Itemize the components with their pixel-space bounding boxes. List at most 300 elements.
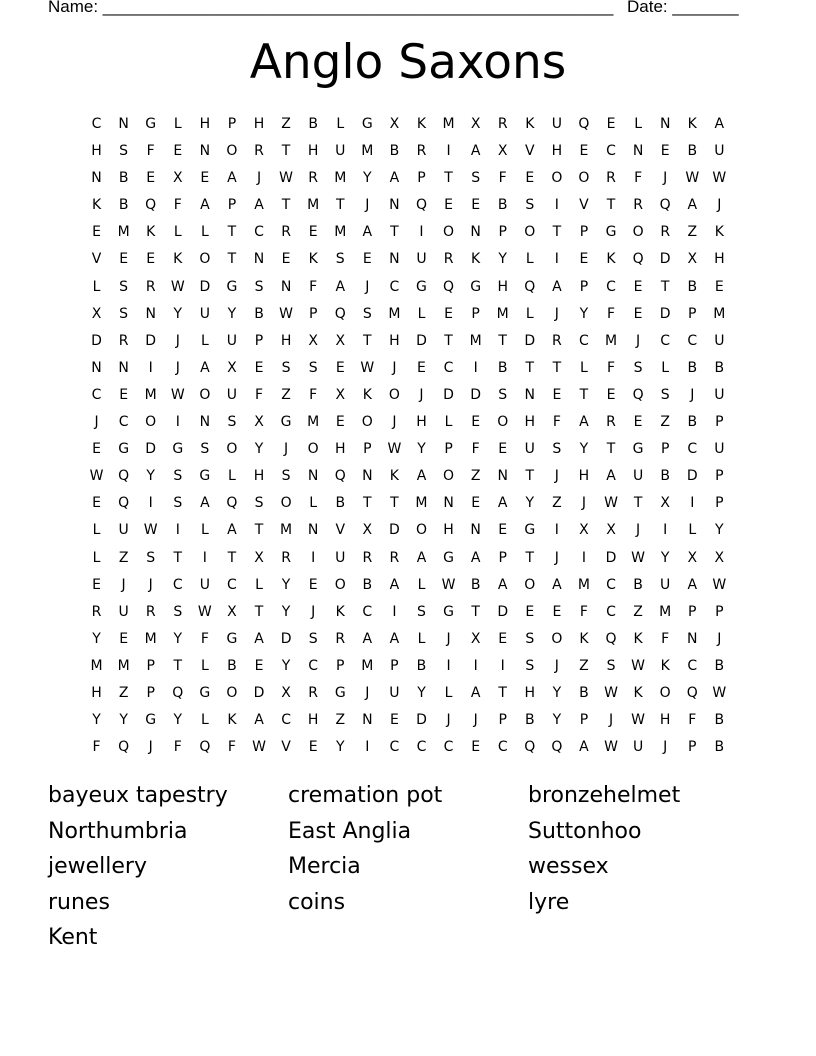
grid-row: [83, 382, 733, 409]
grid-letter: R: [254, 143, 264, 160]
grid-letter: U: [335, 143, 346, 160]
grid-letter: G: [172, 441, 184, 458]
grid-letter: M: [361, 657, 374, 674]
grid-letter: X: [606, 522, 616, 539]
grid-letter: E: [444, 305, 453, 322]
grid-letter: I: [500, 657, 505, 674]
grid-letter: E: [552, 386, 562, 403]
grid-letter: B: [470, 576, 481, 593]
grid-letter: Q: [334, 305, 346, 322]
grid-letter: W: [387, 441, 402, 458]
grid-letter: E: [92, 576, 101, 593]
word-list-item: runes: [48, 889, 110, 915]
word-list-item: coins: [288, 889, 346, 915]
grid-letter: N: [687, 630, 698, 647]
grid-letter: N: [307, 522, 319, 539]
grid-letter: S: [525, 657, 535, 674]
grid-letter: A: [470, 143, 481, 160]
grid-letter: S: [362, 305, 372, 322]
grid-letter: X: [470, 630, 481, 647]
grid-letter: P: [715, 468, 724, 485]
grid-letter: Y: [715, 522, 724, 539]
grid-letter: S: [498, 386, 508, 403]
grid-letter: Q: [199, 739, 211, 756]
grid-letter: J: [365, 278, 370, 295]
grid-letter: B: [714, 657, 725, 674]
grid-row: [83, 192, 733, 219]
grid-letter: K: [579, 630, 589, 647]
grid-letter: E: [471, 197, 481, 214]
grid-letter: E: [471, 495, 481, 512]
grid-letter: H: [578, 468, 590, 485]
word-list-item: East Anglia: [288, 818, 412, 844]
grid-letter: L: [580, 359, 588, 376]
grid-letter: T: [254, 603, 264, 620]
grid-letter: L: [228, 468, 236, 485]
grid-letter: X: [335, 332, 346, 349]
grid-letter: A: [389, 630, 400, 647]
grid-letter: T: [390, 224, 399, 241]
grid-row: [83, 707, 733, 734]
grid-letter: Y: [579, 305, 589, 322]
grid-letter: N: [362, 468, 373, 485]
grid-letter: R: [118, 332, 129, 349]
grid-letter: M: [334, 170, 347, 187]
grid-letter: P: [336, 657, 345, 674]
grid-letter: G: [145, 712, 157, 729]
grid-letter: F: [309, 278, 318, 295]
grid-letter: P: [715, 495, 724, 512]
grid-letter: E: [173, 143, 183, 160]
grid-letter: D: [524, 332, 536, 349]
grid-letter: G: [605, 224, 617, 241]
grid-letter: R: [308, 170, 319, 187]
grid-letter: F: [173, 197, 182, 214]
grid-letter: P: [146, 684, 155, 701]
grid-letter: U: [118, 522, 129, 539]
grid-letter: B: [308, 116, 318, 132]
grid-letter: D: [91, 332, 102, 349]
grid-letter: P: [390, 657, 399, 674]
grid-letter: T: [227, 251, 237, 268]
grid-letter: H: [659, 712, 671, 729]
grid-letter: I: [175, 414, 180, 431]
grid-letter: P: [308, 305, 318, 322]
grid-letter: S: [335, 251, 345, 268]
grid-letter: P: [660, 441, 670, 458]
grid-letter: X: [579, 522, 589, 539]
grid-letter: D: [605, 549, 617, 566]
grid-letter: C: [416, 739, 427, 756]
grid-letter: T: [633, 495, 643, 512]
grid-letter: J: [581, 495, 587, 512]
grid-letter: M: [469, 332, 482, 349]
word-list-item: wessex: [528, 854, 609, 879]
grid-letter: P: [417, 170, 426, 187]
grid-letter: Y: [146, 468, 155, 485]
grid-letter: Y: [281, 657, 291, 674]
grid-letter: N: [362, 712, 373, 729]
grid-letter: R: [362, 549, 373, 566]
grid-letter: V: [335, 522, 346, 539]
grid-letter: T: [227, 549, 237, 566]
grid-letter: Y: [417, 684, 426, 701]
grid-row: [83, 219, 733, 246]
grid-letter: E: [498, 630, 508, 647]
grid-letter: I: [148, 359, 153, 376]
grid-letter: L: [173, 224, 182, 241]
grid-letter: N: [307, 468, 319, 485]
grid-letter: L: [255, 576, 263, 593]
grid-letter: K: [362, 386, 372, 403]
grid-letter: P: [227, 116, 237, 132]
grid-letter: G: [443, 549, 454, 566]
grid-letter: T: [498, 684, 507, 701]
grid-letter: Z: [579, 657, 589, 674]
word-list-item: bronzehelmet: [528, 783, 681, 808]
grid-letter: U: [199, 305, 210, 322]
grid-letter: C: [389, 739, 400, 756]
grid-letter: U: [389, 684, 400, 701]
grid-letter: Q: [172, 684, 184, 701]
grid-letter: L: [200, 657, 209, 674]
grid-letter: X: [714, 549, 725, 566]
grid-letter: D: [497, 603, 509, 620]
grid-letter: E: [92, 224, 101, 241]
grid-letter: B: [497, 197, 508, 214]
grid-letter: C: [281, 712, 291, 729]
grid-letter: W: [631, 712, 646, 729]
grid-letter: Q: [118, 739, 130, 756]
grid-letter: Y: [498, 251, 507, 268]
grid-letter: L: [417, 576, 426, 593]
grid-letter: G: [361, 116, 373, 132]
grid-letter: I: [202, 549, 207, 566]
grid-letter: W: [604, 495, 618, 512]
grid-letter: J: [365, 684, 370, 701]
grid-letter: A: [497, 576, 508, 593]
grid-letter: B: [579, 684, 589, 701]
grid-letter: J: [717, 630, 722, 647]
grid-row: [83, 355, 733, 382]
grid-letter: P: [498, 549, 507, 566]
grid-letter: J: [663, 170, 668, 187]
grid-letter: R: [335, 630, 346, 647]
word-list-item: Northumbria: [48, 818, 188, 844]
grid-letter: U: [199, 576, 210, 593]
grid-letter: J: [392, 414, 397, 431]
grid-letter: B: [524, 712, 535, 729]
grid-letter: G: [443, 603, 454, 620]
grid-letter: P: [688, 305, 697, 322]
grid-letter: N: [91, 170, 102, 187]
grid-row: [83, 436, 733, 463]
grid-letter: Y: [281, 603, 291, 620]
grid-letter: A: [389, 576, 400, 593]
grid-letter: E: [254, 657, 264, 674]
grid-letter: R: [416, 143, 427, 160]
grid-letter: A: [552, 278, 562, 295]
grid-letter: T: [552, 359, 562, 376]
grid-letter: Z: [660, 414, 670, 431]
grid-letter: N: [91, 359, 102, 376]
grid-letter: G: [470, 278, 482, 295]
grid-letter: F: [309, 386, 318, 403]
grid-letter: I: [690, 495, 695, 512]
grid-letter: A: [552, 576, 562, 593]
grid-letter: E: [146, 170, 156, 187]
grid-letter: J: [446, 630, 451, 647]
grid-letter: N: [145, 305, 156, 322]
grid-letter: G: [226, 630, 238, 647]
grid-letter: C: [254, 224, 264, 241]
grid-letter: C: [91, 116, 102, 132]
grid-letter: R: [552, 332, 562, 349]
grid-letter: M: [280, 522, 293, 539]
grid-letter: C: [606, 278, 616, 295]
grid-letter: R: [633, 197, 643, 214]
grid-letter: S: [200, 441, 210, 458]
grid-letter: J: [365, 197, 370, 214]
grid-letter: E: [200, 170, 210, 187]
grid-letter: U: [714, 332, 725, 349]
grid-letter: Y: [227, 305, 237, 322]
grid-letter: A: [416, 549, 427, 566]
grid-letter: S: [119, 278, 129, 295]
grid-letter: O: [551, 630, 563, 647]
grid-letter: P: [254, 332, 264, 349]
grid-letter: L: [200, 522, 209, 539]
grid-letter: T: [363, 495, 372, 512]
grid-letter: B: [714, 359, 725, 376]
grid-letter: E: [362, 251, 372, 268]
grid-letter: X: [281, 684, 291, 701]
grid-letter: M: [117, 224, 130, 241]
grid-letter: C: [579, 332, 589, 349]
grid-letter: E: [254, 359, 264, 376]
grid-letter: I: [392, 603, 397, 620]
grid-letter: M: [334, 224, 347, 241]
grid-letter: Y: [417, 441, 426, 458]
grid-letter: H: [280, 332, 292, 349]
grid-letter: A: [254, 630, 264, 647]
grid-letter: A: [200, 197, 210, 214]
grid-row: [83, 463, 733, 490]
grid-letter: A: [335, 278, 346, 295]
grid-letter: J: [446, 712, 451, 729]
grid-letter: L: [92, 522, 101, 539]
grid-letter: O: [307, 441, 319, 458]
grid-letter: M: [90, 657, 103, 674]
grid-letter: Z: [335, 712, 346, 729]
grid-letter: H: [389, 332, 400, 349]
grid-letter: H: [91, 143, 102, 160]
grid-letter: T: [525, 359, 535, 376]
grid-letter: J: [256, 170, 262, 187]
grid-letter: B: [687, 359, 698, 376]
grid-row: [83, 626, 733, 653]
grid-letter: S: [308, 359, 318, 376]
grid-letter: N: [280, 278, 292, 295]
grid-letter: K: [633, 630, 643, 647]
grid-letter: C: [687, 332, 698, 349]
grid-letter: H: [497, 278, 508, 295]
grid-letter: J: [148, 739, 153, 756]
grid-letter: E: [498, 441, 508, 458]
grid-letter: L: [200, 224, 209, 241]
grid-letter: A: [416, 468, 427, 485]
grid-letter: R: [606, 414, 616, 431]
grid-letter: B: [687, 143, 698, 160]
grid-letter: U: [335, 549, 346, 566]
grid-row: [83, 572, 733, 599]
word-list-item: bayeux tapestry: [48, 783, 228, 808]
grid-letter: H: [416, 414, 427, 431]
grid-letter: K: [660, 657, 670, 674]
grid-letter: V: [579, 197, 589, 214]
grid-letter: T: [173, 549, 183, 566]
grid-letter: I: [446, 143, 451, 160]
word-list-item: cremation pot: [288, 783, 443, 808]
grid-letter: O: [145, 414, 157, 431]
grid-letter: M: [117, 657, 130, 674]
grid-letter: V: [281, 739, 291, 756]
grid-row: [83, 653, 733, 680]
grid-letter: N: [497, 468, 508, 485]
grid-letter: K: [633, 684, 643, 701]
grid-letter: E: [525, 603, 535, 620]
grid-letter: G: [118, 441, 130, 458]
grid-letter: U: [416, 251, 427, 268]
grid-row: [83, 274, 733, 301]
grid-letter: J: [690, 386, 695, 403]
grid-letter: J: [284, 441, 289, 458]
grid-letter: F: [498, 170, 507, 187]
grid-letter: E: [444, 197, 453, 214]
grid-letter: J: [175, 359, 180, 376]
grid-letter: R: [443, 251, 454, 268]
grid-letter: I: [554, 251, 559, 268]
grid-letter: X: [254, 549, 264, 566]
grid-letter: D: [416, 712, 427, 729]
grid-letter: J: [554, 305, 559, 322]
grid-letter: X: [362, 522, 373, 539]
grid-letter: A: [389, 170, 400, 187]
grid-letter: A: [497, 495, 508, 512]
grid-letter: Q: [415, 197, 427, 214]
grid-letter: C: [118, 414, 129, 431]
grid-letter: A: [687, 576, 698, 593]
grid-letter: O: [388, 386, 400, 403]
grid-letter: A: [362, 224, 373, 241]
grid-letter: W: [143, 522, 158, 539]
grid-letter: A: [579, 739, 589, 756]
grid-letter: N: [632, 143, 644, 160]
grid-letter: Q: [226, 495, 238, 512]
grid-letter: G: [199, 684, 211, 701]
grid-letter: E: [606, 386, 616, 403]
grid-letter: W: [170, 278, 185, 295]
grid-letter: L: [92, 278, 101, 295]
grid-letter: T: [552, 224, 562, 241]
grid-letter: U: [660, 576, 671, 593]
grid-letter: W: [712, 576, 727, 593]
grid-letter: W: [360, 359, 375, 376]
grid-letter: B: [714, 739, 725, 756]
grid-letter: J: [663, 739, 668, 756]
grid-letter: K: [416, 116, 427, 132]
grid-letter: L: [417, 305, 426, 322]
grid-letter: U: [118, 603, 129, 620]
grid-letter: M: [659, 603, 672, 620]
grid-letter: E: [146, 251, 156, 268]
grid-letter: E: [308, 739, 318, 756]
grid-letter: P: [688, 603, 697, 620]
grid-letter: D: [470, 386, 482, 403]
grid-letter: L: [309, 495, 318, 512]
grid-letter: X: [687, 251, 698, 268]
grid-letter: T: [660, 278, 670, 295]
grid-letter: W: [279, 170, 293, 187]
grid-letter: K: [525, 116, 535, 132]
grid-letter: R: [308, 684, 319, 701]
grid-letter: D: [145, 332, 157, 349]
grid-letter: Q: [659, 197, 671, 214]
grid-letter: S: [281, 468, 291, 485]
grid-letter: T: [498, 332, 507, 349]
grid-letter: F: [146, 143, 155, 160]
grid-letter: E: [281, 251, 291, 268]
grid-letter: I: [446, 657, 451, 674]
grid-letter: W: [252, 739, 266, 756]
grid-letter: F: [606, 305, 616, 322]
grid-letter: H: [334, 441, 346, 458]
grid-letter: R: [660, 224, 671, 241]
grid-row: [83, 680, 733, 707]
grid-letter: Z: [281, 116, 291, 132]
grid-letter: A: [362, 630, 373, 647]
grid-letter: O: [280, 495, 292, 512]
grid-letter: R: [91, 603, 102, 620]
grid-letter: S: [254, 495, 264, 512]
grid-letter: E: [552, 603, 562, 620]
grid-letter: D: [280, 630, 292, 647]
grid-letter: I: [175, 522, 180, 539]
grid-letter: L: [336, 116, 345, 132]
grid-letter: X: [497, 143, 508, 160]
grid-letter: F: [200, 630, 209, 647]
grid-letter: C: [606, 143, 616, 160]
grid-letter: E: [471, 739, 481, 756]
grid-letter: S: [173, 495, 183, 512]
grid-letter: F: [634, 170, 643, 187]
grid-letter: X: [335, 386, 346, 403]
grid-letter: N: [118, 359, 129, 376]
grid-letter: Q: [118, 495, 130, 512]
grid-letter: F: [92, 739, 101, 756]
grid-letter: A: [254, 712, 264, 729]
grid-letter: E: [335, 414, 345, 431]
grid-letter: E: [417, 359, 426, 376]
grid-letter: Z: [470, 468, 481, 485]
grid-letter: H: [551, 143, 563, 160]
grid-letter: Q: [686, 684, 698, 701]
grid-letter: M: [361, 143, 374, 160]
grid-letter: N: [443, 495, 454, 512]
grid-letter: C: [687, 441, 698, 458]
grid-letter: V: [525, 143, 535, 160]
grid-letter: F: [606, 359, 616, 376]
